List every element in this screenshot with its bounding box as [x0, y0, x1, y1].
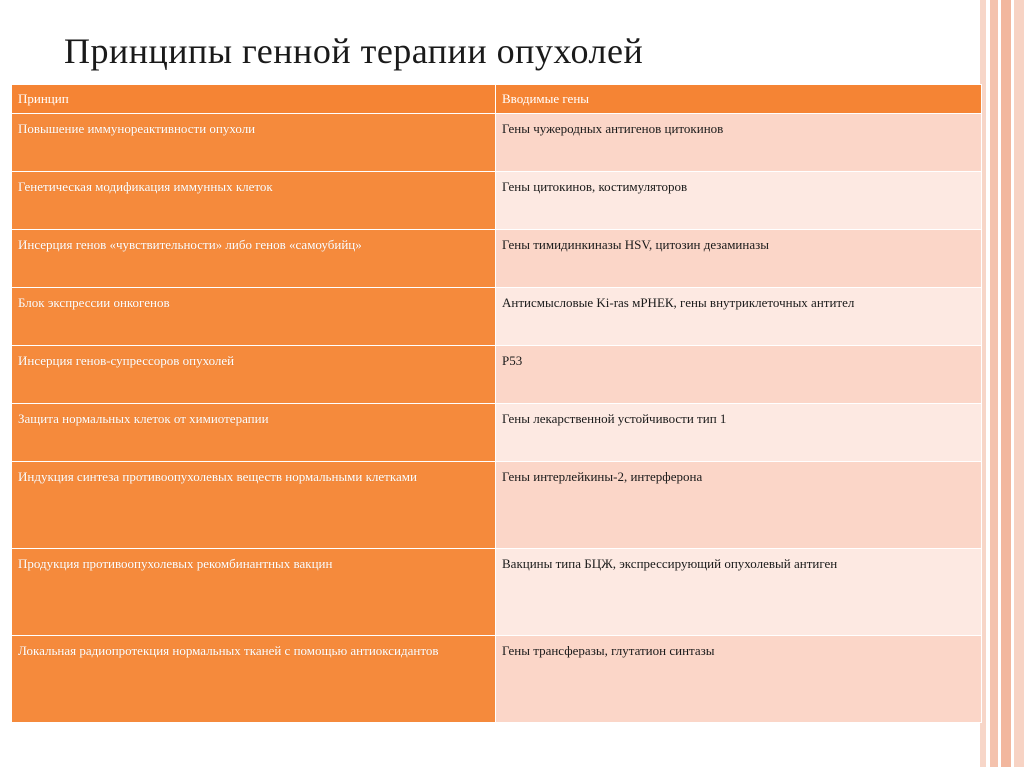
table-row — [12, 230, 982, 288]
principle-cell: Повышение иммунореактивности опухоли — [12, 114, 496, 172]
table-row — [12, 549, 982, 636]
gene-therapy-table — [11, 84, 982, 723]
genes-cell: Гены тимидинкиназы HSV, цитозин дезаминазы — [496, 230, 982, 288]
header-principle: Принцип — [12, 85, 496, 114]
table-row — [12, 114, 982, 172]
principle-cell: Индукция синтеза противоопухолевых веществ нормальными клетками — [12, 462, 496, 549]
table-header-row — [12, 85, 982, 114]
principle-cell: Локальная радиопротекция нормальных тканей с помощью антиоксидантов — [12, 636, 496, 723]
principle-cell: Инсерция генов-супрессоров опухолей — [12, 346, 496, 404]
genes-cell: Вакцины типа БЦЖ, экспрессирующий опухолевый антиген — [496, 549, 982, 636]
genes-cell: P53 — [496, 346, 982, 404]
table-row — [12, 462, 982, 549]
table-row — [12, 172, 982, 230]
principle-cell: Генетическая модификация иммунных клеток — [12, 172, 496, 230]
genes-cell: Антисмысловые Ki-ras мРНЕК, гены внутриклеточных антител — [496, 288, 982, 346]
table-row — [12, 636, 982, 723]
decorative-stripes — [980, 0, 1024, 767]
principle-cell: Блок экспрессии онкогенов — [12, 288, 496, 346]
genes-cell: Гены трансферазы, глутатион синтазы — [496, 636, 982, 723]
principle-cell: Инсерция генов «чувствительности» либо генов «самоубийц» — [12, 230, 496, 288]
table-row — [12, 346, 982, 404]
principle-cell: Продукция противоопухолевых рекомбинантных вакцин — [12, 549, 496, 636]
slide-title: Принципы генной терапии опухолей — [64, 31, 644, 71]
principle-cell: Защита нормальных клеток от химиотерапии — [12, 404, 496, 462]
header-genes: Вводимые гены — [496, 85, 982, 114]
genes-cell: Гены лекарственной устойчивости тип 1 — [496, 404, 982, 462]
table-row — [12, 288, 982, 346]
table-row — [12, 404, 982, 462]
genes-cell: Гены интерлейкины-2, интерферона — [496, 462, 982, 549]
genes-cell: Гены цитокинов, костимуляторов — [496, 172, 982, 230]
genes-cell: Гены чужеродных антигенов цитокинов — [496, 114, 982, 172]
